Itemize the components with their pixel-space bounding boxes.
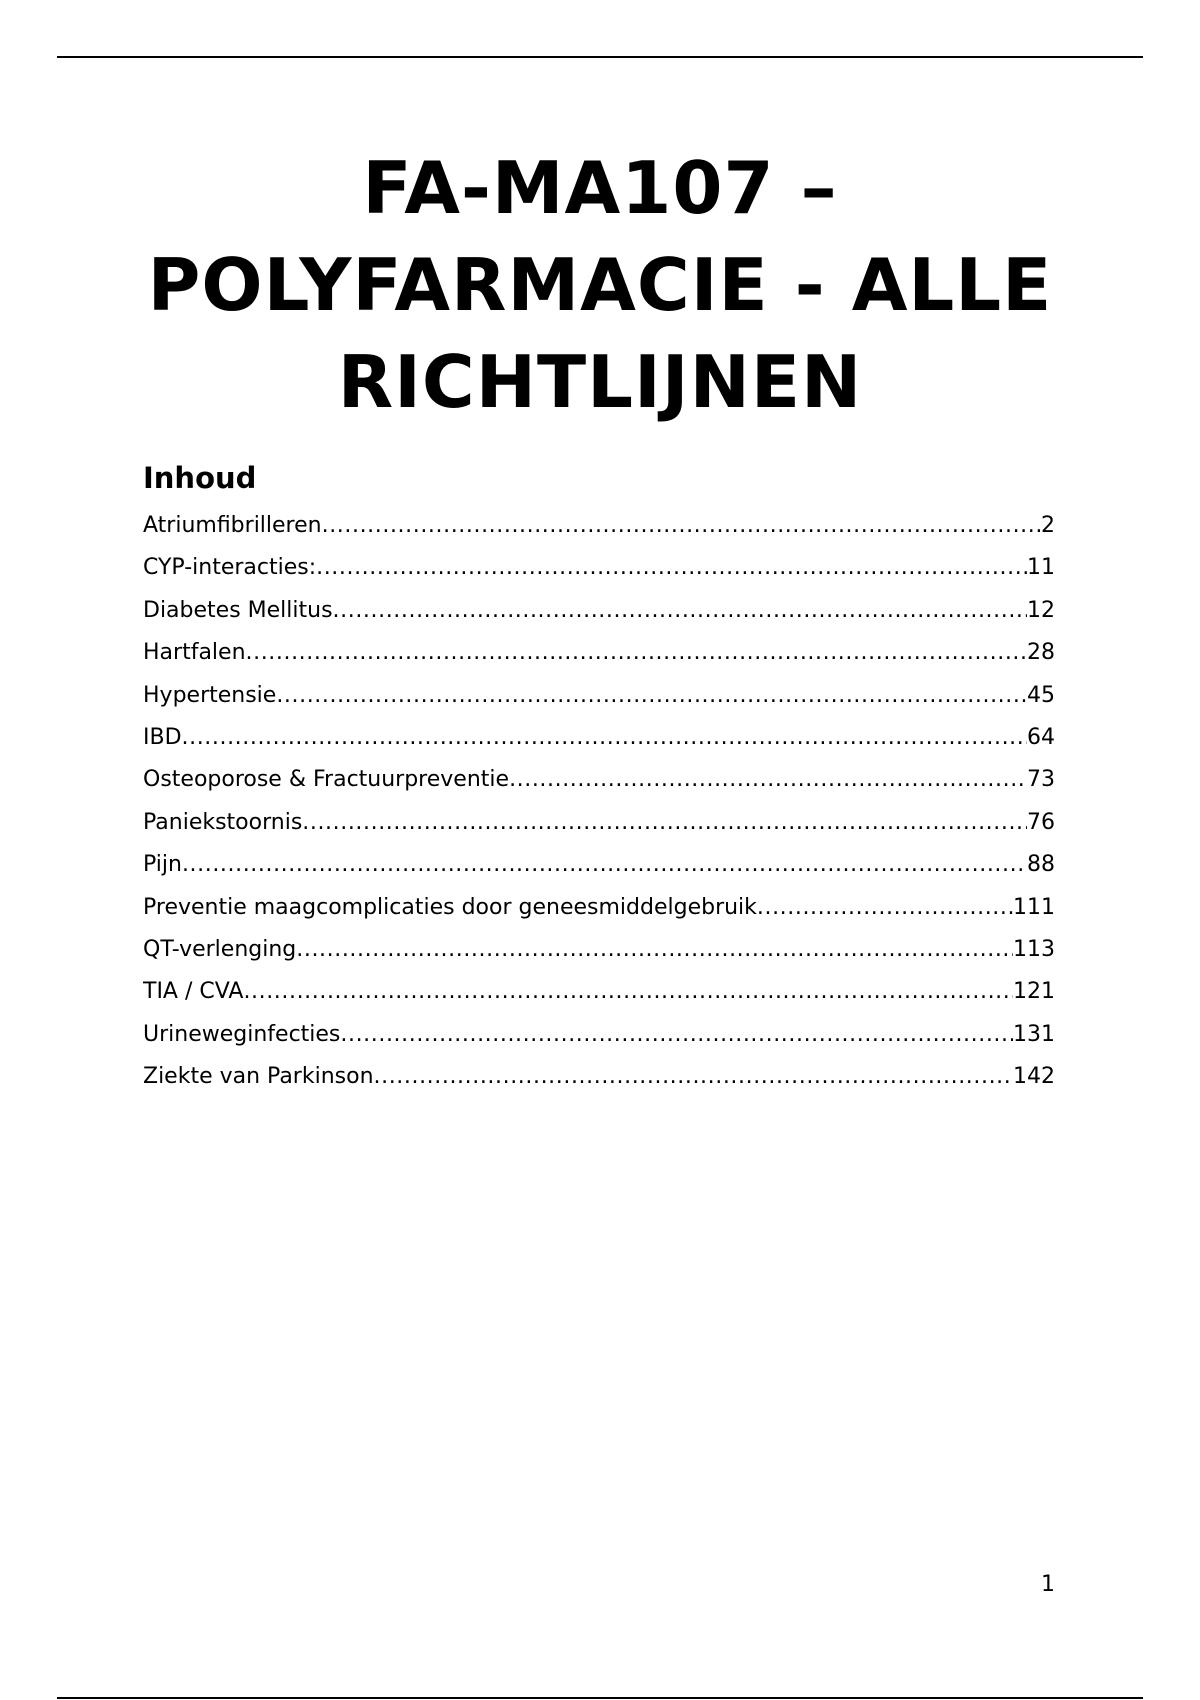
toc-entry[interactable] bbox=[143, 1017, 1055, 1059]
toc-leader-dots bbox=[182, 720, 1027, 756]
toc-entry-label: TIA / CVA bbox=[143, 979, 244, 1005]
toc-leader-dots bbox=[182, 847, 1027, 883]
table-of-contents bbox=[143, 508, 1055, 1101]
toc-entry[interactable] bbox=[143, 805, 1055, 847]
page-number: 1 bbox=[1041, 1572, 1055, 1597]
toc-entry[interactable] bbox=[143, 508, 1055, 550]
toc-entry[interactable] bbox=[143, 932, 1055, 974]
toc-leader-dots bbox=[296, 932, 1013, 968]
toc-leader-dots bbox=[374, 1059, 1013, 1095]
toc-entry[interactable] bbox=[143, 720, 1055, 762]
bottom-rule bbox=[57, 1697, 1143, 1699]
toc-entry[interactable] bbox=[143, 593, 1055, 635]
toc-entry-label: Ziekte van Parkinson bbox=[143, 1064, 374, 1090]
toc-entry-page: 28 bbox=[1027, 640, 1055, 666]
toc-leader-dots bbox=[322, 508, 1041, 544]
toc-entry-page: 11 bbox=[1027, 555, 1055, 581]
toc-entry[interactable] bbox=[143, 762, 1055, 804]
toc-entry[interactable] bbox=[143, 635, 1055, 677]
toc-entry-page: 64 bbox=[1027, 724, 1055, 750]
toc-entry-label: Osteoporose & Fractuurpreventie bbox=[143, 767, 510, 793]
toc-heading: Inhoud bbox=[143, 461, 257, 495]
toc-entry-page: 2 bbox=[1041, 513, 1055, 538]
toc-entry-page: 142 bbox=[1013, 1064, 1055, 1090]
toc-entry-label: IBD bbox=[143, 724, 182, 750]
toc-leader-dots bbox=[509, 762, 1027, 798]
toc-entry-label: QT-verlenging bbox=[143, 936, 297, 962]
toc-entry-page: 12 bbox=[1027, 597, 1055, 623]
toc-entry[interactable] bbox=[143, 550, 1055, 592]
toc-entry-page: 88 bbox=[1027, 852, 1055, 878]
toc-leader-dots bbox=[340, 1017, 1013, 1053]
toc-entry-page: 131 bbox=[1013, 1021, 1055, 1047]
toc-entry-label: CYP-interacties: bbox=[143, 555, 317, 581]
toc-leader-dots bbox=[333, 593, 1027, 629]
toc-entry-page: 45 bbox=[1027, 682, 1055, 708]
document-title: FA-MA107 – POLYFARMACIE - ALLE RICHTLIJNEN bbox=[147, 146, 1053, 424]
toc-entry-page: 113 bbox=[1013, 936, 1055, 962]
toc-entry[interactable] bbox=[143, 890, 1055, 932]
toc-entry[interactable] bbox=[143, 678, 1055, 720]
toc-entry[interactable] bbox=[143, 1059, 1055, 1101]
toc-leader-dots bbox=[276, 678, 1027, 714]
toc-leader-dots bbox=[302, 805, 1027, 841]
toc-entry-page: 76 bbox=[1027, 809, 1055, 835]
toc-entry[interactable] bbox=[143, 847, 1055, 889]
toc-entry-label: Hartfalen bbox=[143, 640, 246, 666]
toc-leader-dots bbox=[316, 550, 1027, 586]
toc-entry-label: Urineweginfecties bbox=[143, 1021, 341, 1047]
toc-entry[interactable] bbox=[143, 974, 1055, 1016]
toc-entry-page: 73 bbox=[1027, 767, 1055, 793]
toc-entry-label: Atriumfibrilleren bbox=[143, 513, 322, 538]
toc-entry-label: Preventie maagcomplicaties door geneesmiddelgebruik bbox=[143, 894, 757, 920]
top-rule bbox=[57, 56, 1143, 58]
toc-entry-label: Paniekstoornis bbox=[143, 809, 303, 835]
toc-leader-dots bbox=[246, 635, 1027, 671]
toc-leader-dots bbox=[243, 974, 1013, 1010]
toc-leader-dots bbox=[757, 890, 1013, 926]
toc-entry-page: 121 bbox=[1013, 979, 1055, 1005]
toc-entry-label: Hypertensie bbox=[143, 682, 277, 708]
toc-entry-label: Diabetes Mellitus bbox=[143, 597, 333, 623]
toc-entry-page: 111 bbox=[1013, 894, 1055, 920]
toc-entry-label: Pijn bbox=[143, 852, 182, 878]
